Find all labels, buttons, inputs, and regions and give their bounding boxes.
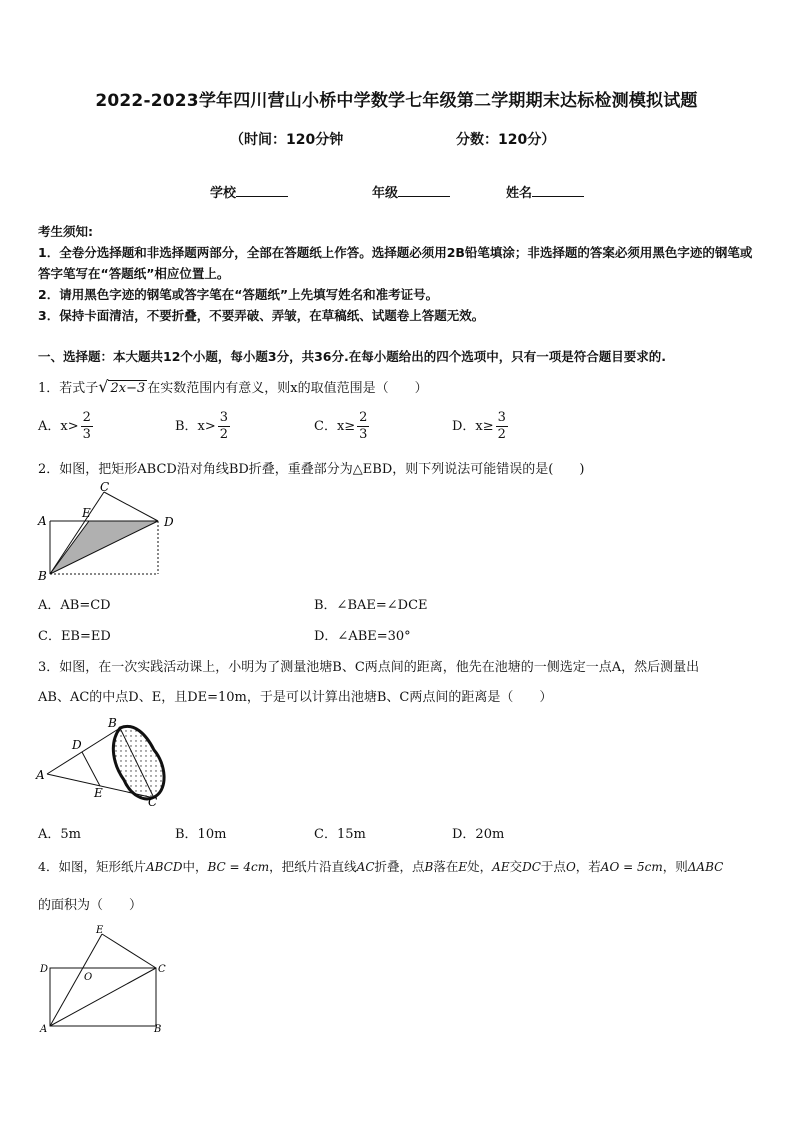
q1-option-c[interactable]: C．x≥ $\frac{2}{3}$ <box>314 410 368 442</box>
q2-edge-cd <box>104 492 158 521</box>
q2-label-c: C <box>100 480 110 494</box>
q4-label-d: D <box>40 964 49 975</box>
q4-line-ec <box>102 934 156 968</box>
q3-line-ab <box>47 728 120 774</box>
name-label: 姓名 <box>506 186 533 201</box>
q2-option-a[interactable]: A．AB=CD <box>38 598 111 613</box>
grade-label: 年级 <box>372 186 399 201</box>
q3-label-d: D <box>72 738 82 752</box>
exam-score: 分数：120分） <box>456 132 556 148</box>
q2-option-c[interactable]: C．EB=ED <box>38 629 111 644</box>
grade-field <box>372 182 450 201</box>
q3-label-a: A <box>36 768 45 782</box>
school-label: 学校 <box>210 186 237 201</box>
q4-label-o: O <box>84 972 93 983</box>
notice-item-1: 1．全卷分选择题和非选择题两部分，全部在答题纸上作答。选择题必须用2B铅笔填涂；非选择题的答案必须用黑色字迹的钢笔或答字笔写在“答题纸”相应位置上。 <box>38 245 753 281</box>
name-field <box>506 182 584 201</box>
school-blank <box>236 185 288 197</box>
q3-figure <box>34 714 184 810</box>
notice-item-3: 3．保持卡面清洁，不要折叠，不要弄破、弄皱，在草稿纸、试题卷上答题无效。 <box>38 308 485 323</box>
question-3-line-2: AB、AC的中点D、E，且DE=10m，于是可以计算出池塘B、C两点间的距离是（ ） <box>38 690 553 705</box>
exam-time: （时间：120分钟 <box>230 132 344 148</box>
q3-label-c: C <box>148 795 158 809</box>
q4-label-a: A <box>40 1024 48 1035</box>
question-4-line-2: 的面积为（ ） <box>38 898 143 913</box>
q3-pond <box>113 726 164 798</box>
q3-option-d[interactable]: D．20m <box>452 827 505 842</box>
q2-option-d[interactable]: D．∠ABE=30° <box>314 629 411 644</box>
question-2-stem: 2．如图，把矩形ABCD沿对角线BD折叠，重叠部分为△EBD，则下列说法可能错误的是( ) <box>38 462 585 477</box>
q3-label-e: E <box>94 786 103 800</box>
q1-radicand: 2x−3 <box>110 381 146 396</box>
school-field <box>210 182 288 201</box>
q2-figure <box>34 480 184 584</box>
q3-option-b[interactable]: B．10m <box>175 827 227 842</box>
q2-label-d: D <box>164 515 174 529</box>
q2-label-e: E <box>82 506 91 520</box>
notice-heading: 考生须知: <box>38 224 93 239</box>
page-title: 2022-2023学年四川营山小桥中学数学七年级第二学期期末达标检测模拟试题 <box>95 91 698 111</box>
q3-option-c[interactable]: C．15m <box>314 827 366 842</box>
q1-post: 在实数范围内有意义，则x的取值范围是（ ） <box>147 381 428 396</box>
q3-option-a[interactable]: A．5m <box>38 827 81 842</box>
question-1-stem <box>38 377 428 396</box>
q1-option-b[interactable]: B．x> $\frac{3}{2}$ <box>175 410 229 442</box>
q3-label-b: B <box>108 716 117 730</box>
grade-blank <box>398 185 450 197</box>
q1-option-a[interactable]: A．x> $\frac{2}{3}$ <box>38 410 91 442</box>
q4-label-e: E <box>96 925 104 936</box>
notice-block <box>38 221 758 326</box>
q2-overlap-triangle <box>50 521 158 574</box>
q1-option-d[interactable]: D．x≥ $\frac{3}{2}$ <box>452 410 506 442</box>
sqrt-icon: √ <box>98 377 109 396</box>
question-3-line-1: 3．如图，在一次实践活动课上，小明为了测量池塘B、C两点间的距离，他先在池塘的一侧选定一点A，然后测量出 <box>38 660 700 675</box>
q4-label-c: C <box>158 964 166 975</box>
section-heading: 一、选择题：本大题共12个小题，每小题3分，共36分.在每小题给出的四个选项中，只有一项是符合题目要求的. <box>38 349 666 364</box>
q1-pre: 1．若式子 <box>38 381 99 396</box>
q4-label-b: B <box>154 1024 162 1035</box>
q2-label-b: B <box>38 569 47 583</box>
notice-item-2: 2．请用黑色字迹的钢笔或答字笔在“答题纸”上先填写姓名和准考证号。 <box>38 287 439 302</box>
name-blank <box>532 185 584 197</box>
q4-figure <box>34 922 174 1038</box>
q2-option-b[interactable]: B．∠BAE=∠DCE <box>314 598 428 613</box>
q2-label-a: A <box>38 514 47 528</box>
q3-line-de <box>82 752 100 786</box>
question-4-line-1: 4．如图，矩形纸片ABCD中，BC = 4cm，把纸片沿直线AC折叠，点B落在E处，AE交DC于点O，若AO = 5cm，则ΔABC <box>38 859 724 874</box>
